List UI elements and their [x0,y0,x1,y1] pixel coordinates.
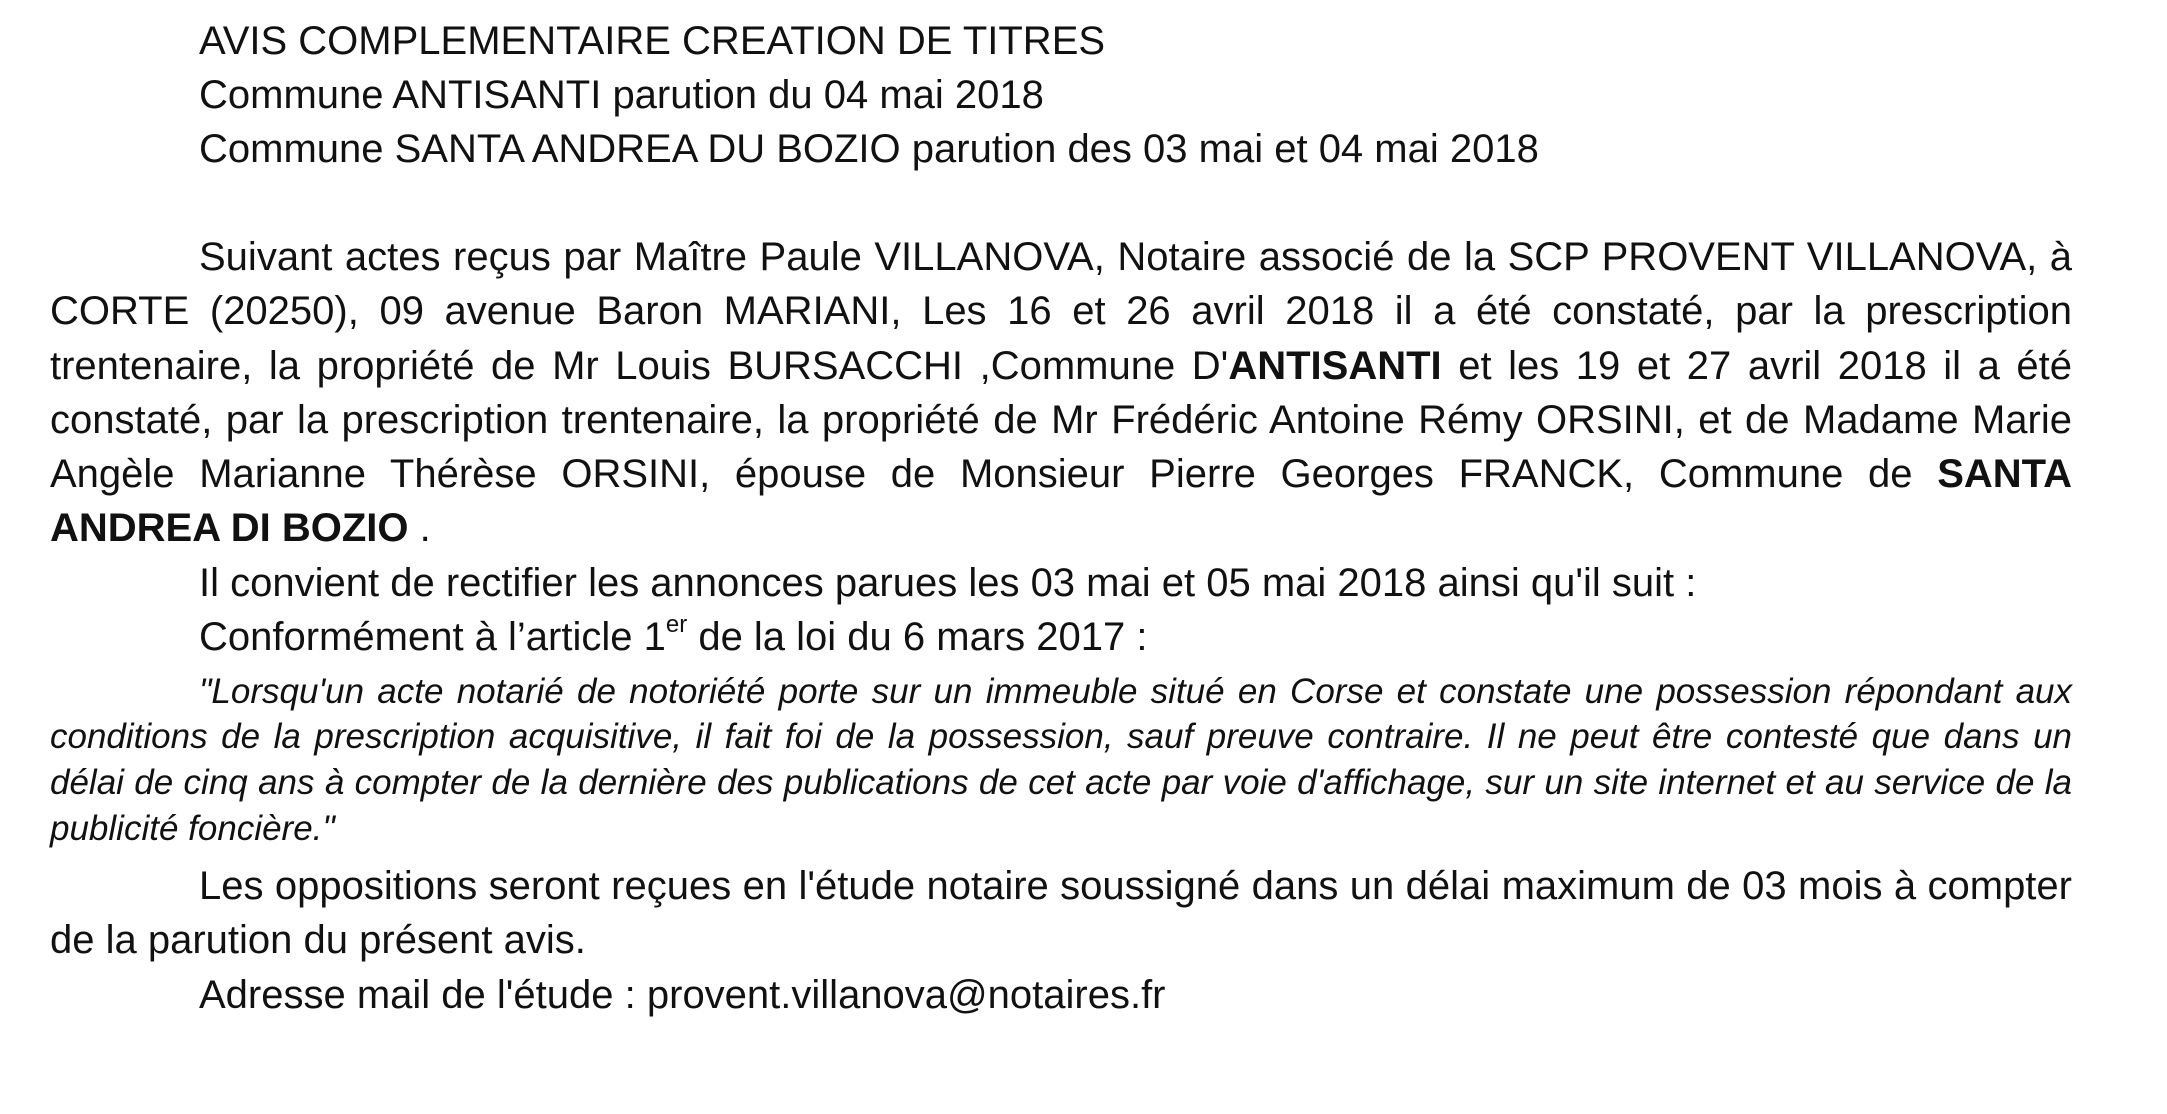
notice-commune-santa-andrea: Commune SANTA ANDREA DU BOZIO parution des 03 mai et 04 mai 2018 [199,127,1539,171]
acts-paragraph: Suivant actes reçus par Maître Paule VILLANOVA, Notaire associé de la SCP PROVENT VILLANOVA, à CORTE (20250), 09 avenue Baron MARIANI, Les 16 et 26 avril 2018 il a été constaté, par la prescription trentenaire, la propriété de Mr Louis BURSACCHI ,Commune D'ANTISANTI et les 19 et 27 avril 2018 il a été constaté, par la prescription trentenaire, la propriété de Mr Frédéric Antoine Rémy ORSINI, et de Madame Marie Angèle Marianne Thérèse ORSINI, épouse de Monsieur Pierre Georges FRANCK, Commune de SANTA ANDREA DI BOZIO . [50,235,2073,551]
commune-santa-andrea: SANTA ANDREA DI BOZIO [50,452,2072,551]
law-quote: "Lorsqu'un acte notarié de notoriété porte sur un immeuble situé en Corse et constate une possession répondant aux conditions de la prescription acquisitive, il fait foi de la possession, sauf preuve contraire. Il ne peut être contesté que dans un délai de cinq ans à compter de la dernière des publications de cet acte par voie d'affichage, sur un site internet et au service de la publicité foncière." [50,671,2072,848]
oppositions-paragraph: Les oppositions seront reçues en l'étude notaire soussigné dans un délai maximum de 03 mois à compter de la parution du présent avis. [50,864,2072,963]
rectify-line: Il convient de rectifier les annonces parues les 03 mai et 05 mai 2018 ainsi qu'il suit : [199,560,1697,605]
legal-notice-document [50,14,2072,1022]
spacer [50,176,2072,230]
notice-title: AVIS COMPLEMENTAIRE CREATION DE TITRES [199,19,1106,63]
commune-antisanti: ANTISANTI [1228,343,1442,388]
article-reference: Conformément à l’article 1er de la loi du 6 mars 2017 : [199,611,1148,660]
notice-commune-antisanti: Commune ANTISANTI parution du 04 mai 2018 [199,73,1044,117]
email-line: Adresse mail de l'étude : provent.villanova@notaires.fr [199,972,1166,1017]
